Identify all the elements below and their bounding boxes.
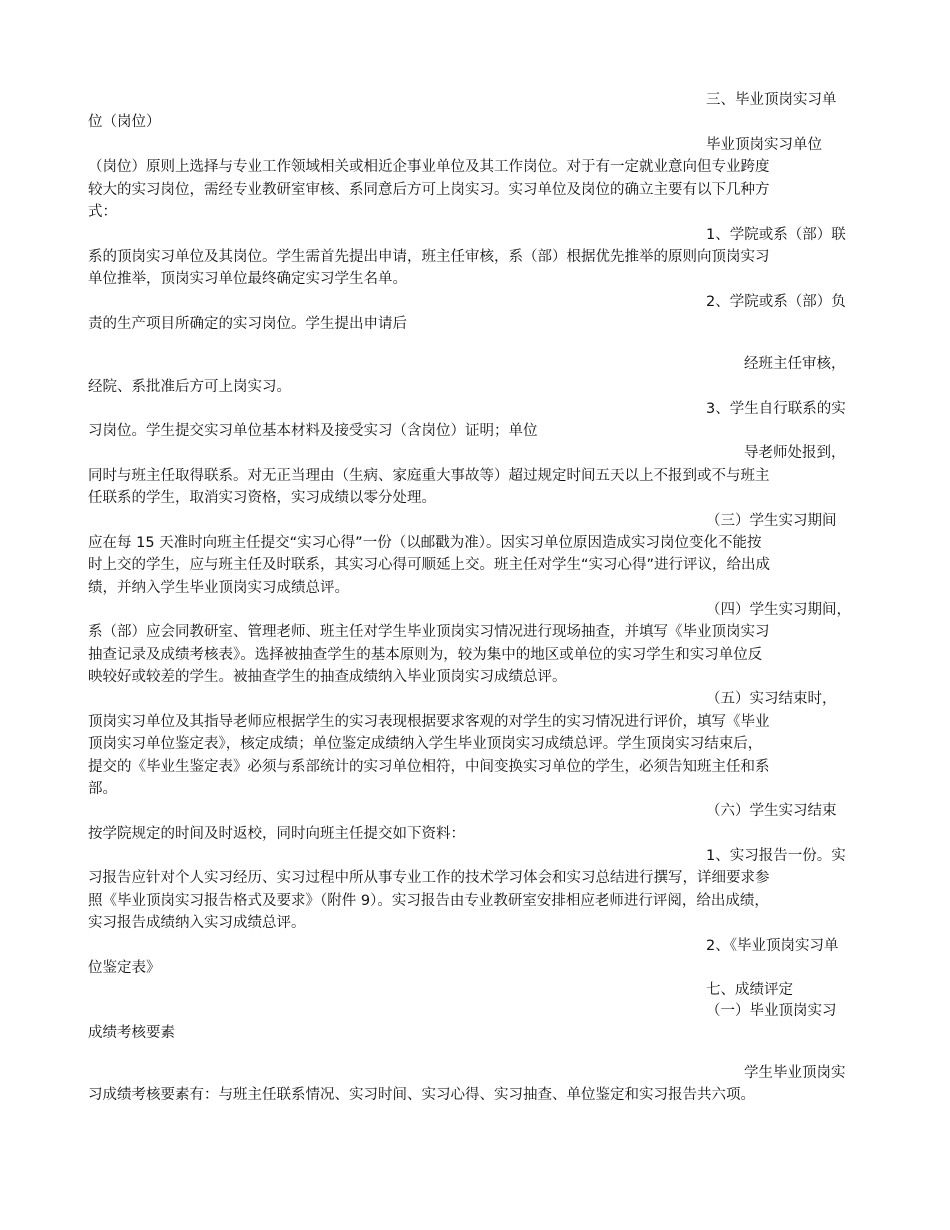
text-line: 系（部）应会同教研室、管理老师、班主任对学生毕业顶岗实习情况进行现场抽查，并填写《毕业顶岗实习 [88, 624, 770, 640]
text-line: 单位推举，顶岗实习单位最终确定实习学生名单。 [88, 271, 407, 287]
text-line: 式： [88, 204, 117, 220]
text-line: 照《毕业顶岗实习报告格式及要求》（附件 9）。实习报告由专业教研室安排相应老师进行评阅，给出成绩， [88, 893, 769, 909]
text-line: 位鉴定表》 [88, 960, 161, 976]
text-line: 习成绩考核要素有：与班主任联系情况、实习时间、实习心得、实习抽查、单位鉴定和实习报告共六项。 [88, 1087, 755, 1103]
text-line: 应在每 15 天准时向班主任提交“实习心得”一份（以邮戳为准）。因实习单位原因造成实习岗位变化不能按 [88, 535, 762, 551]
text-line: 责的生产项目所确定的实习岗位。学生提出申请后 [88, 316, 407, 332]
subsection-heading: （一）毕业顶岗实习 [706, 1003, 837, 1019]
text-line: 时上交的学生，应与班主任及时联系，其实习心得可顺延上交。班主任对学生“实习心得”进行评议，给出成 [88, 557, 771, 573]
text-line: 任联系的学生，取消实习资格，实习成绩以零分处理。 [88, 490, 436, 506]
text-line: 顶岗实习单位鉴定表》，核定成绩；单位鉴定成绩纳入学生毕业顶岗实习成绩总评。学生顶岗实习结束后， [88, 736, 763, 752]
text-line: 抽查记录及成绩考核表》。选择被抽查学生的基本原则为，较为集中的地区或单位的实习学生和实习单位反 [88, 647, 763, 663]
text-line: 部。 [88, 781, 117, 797]
text-line: 习岗位。学生提交实习单位基本材料及接受实习（含岗位）证明；单位 [88, 423, 538, 439]
text-line: 顶岗实习单位及其指导老师应根据学生的实习表现根据要求客观的对学生的实习情况进行评价，填写《毕业 [88, 714, 770, 730]
text-line: 习报告应针对个人实习经历、实习过程中所从事专业工作的技术学习体会和实习总结进行撰写，详细要求参 [88, 870, 770, 886]
text-line: 1、学院或系（部）联 [706, 227, 846, 243]
text-line: 系的顶岗实习单位及其岗位。学生需首先提出申请，班主任审核，系（部）根据优先推举的原则向顶岗实习 [88, 249, 770, 265]
text-line: 提交的《毕业生鉴定表》必须与系部统计的实习单位相符，中间变换实习单位的学生，必须告知班主任和系 [88, 759, 770, 775]
text-line: 按学院规定的时间及时返校，同时向班主任提交如下资料： [88, 826, 465, 842]
text-line: 经班主任审核， [744, 356, 846, 372]
text-line: 3、学生自行联系的实 [706, 401, 846, 417]
text-line: 成绩考核要素 [88, 1025, 175, 1041]
text-line: 2、《毕业顶岗实习单 [706, 938, 839, 954]
subsection-heading: （三）学生实习期间 [706, 513, 837, 529]
text-line: 同时与班主任取得联系。对无正当理由（生病、家庭重大事故等）超过规定时间五天以上不报到或不与班主 [88, 468, 770, 484]
text-line: 导老师处报到， [744, 445, 846, 461]
text-line: 学生毕业顶岗实 [744, 1065, 846, 1081]
text-line: 位（岗位） [88, 114, 161, 130]
text-line: 实习报告成绩纳入实习成绩总评。 [88, 915, 306, 931]
subsection-heading: （四）学生实习期间， [706, 602, 851, 618]
text-line: 2、学院或系（部）负 [706, 294, 846, 310]
section-heading-3: 三、毕业顶岗实习单 [706, 92, 837, 108]
text-line: （岗位）原则上选择与专业工作领域相关或相近企事业单位及其工作岗位。对于有一定就业意向但专业跨度 [88, 159, 770, 175]
text-line: 映较好或较差的学生。被抽查学生的抽查成绩纳入毕业顶岗实习成绩总评。 [88, 669, 567, 685]
text-line: 绩，并纳入学生毕业顶岗实习成绩总评。 [88, 580, 349, 596]
text-line: 1、实习报告一份。实 [706, 848, 846, 864]
subsection-heading: （六）学生实习结束 [706, 803, 837, 819]
section-heading-7: 七、成绩评定 [706, 982, 793, 998]
subsection-heading: （五）实习结束时， [706, 691, 837, 707]
text-line: 较大的实习岗位，需经专业教研室审核、系同意后方可上岗实习。实习单位及岗位的确立主要有以下几种方 [88, 182, 770, 198]
text-line: 经院、系批准后方可上岗实习。 [88, 379, 291, 395]
text-line: 毕业顶岗实习单位 [706, 137, 822, 153]
